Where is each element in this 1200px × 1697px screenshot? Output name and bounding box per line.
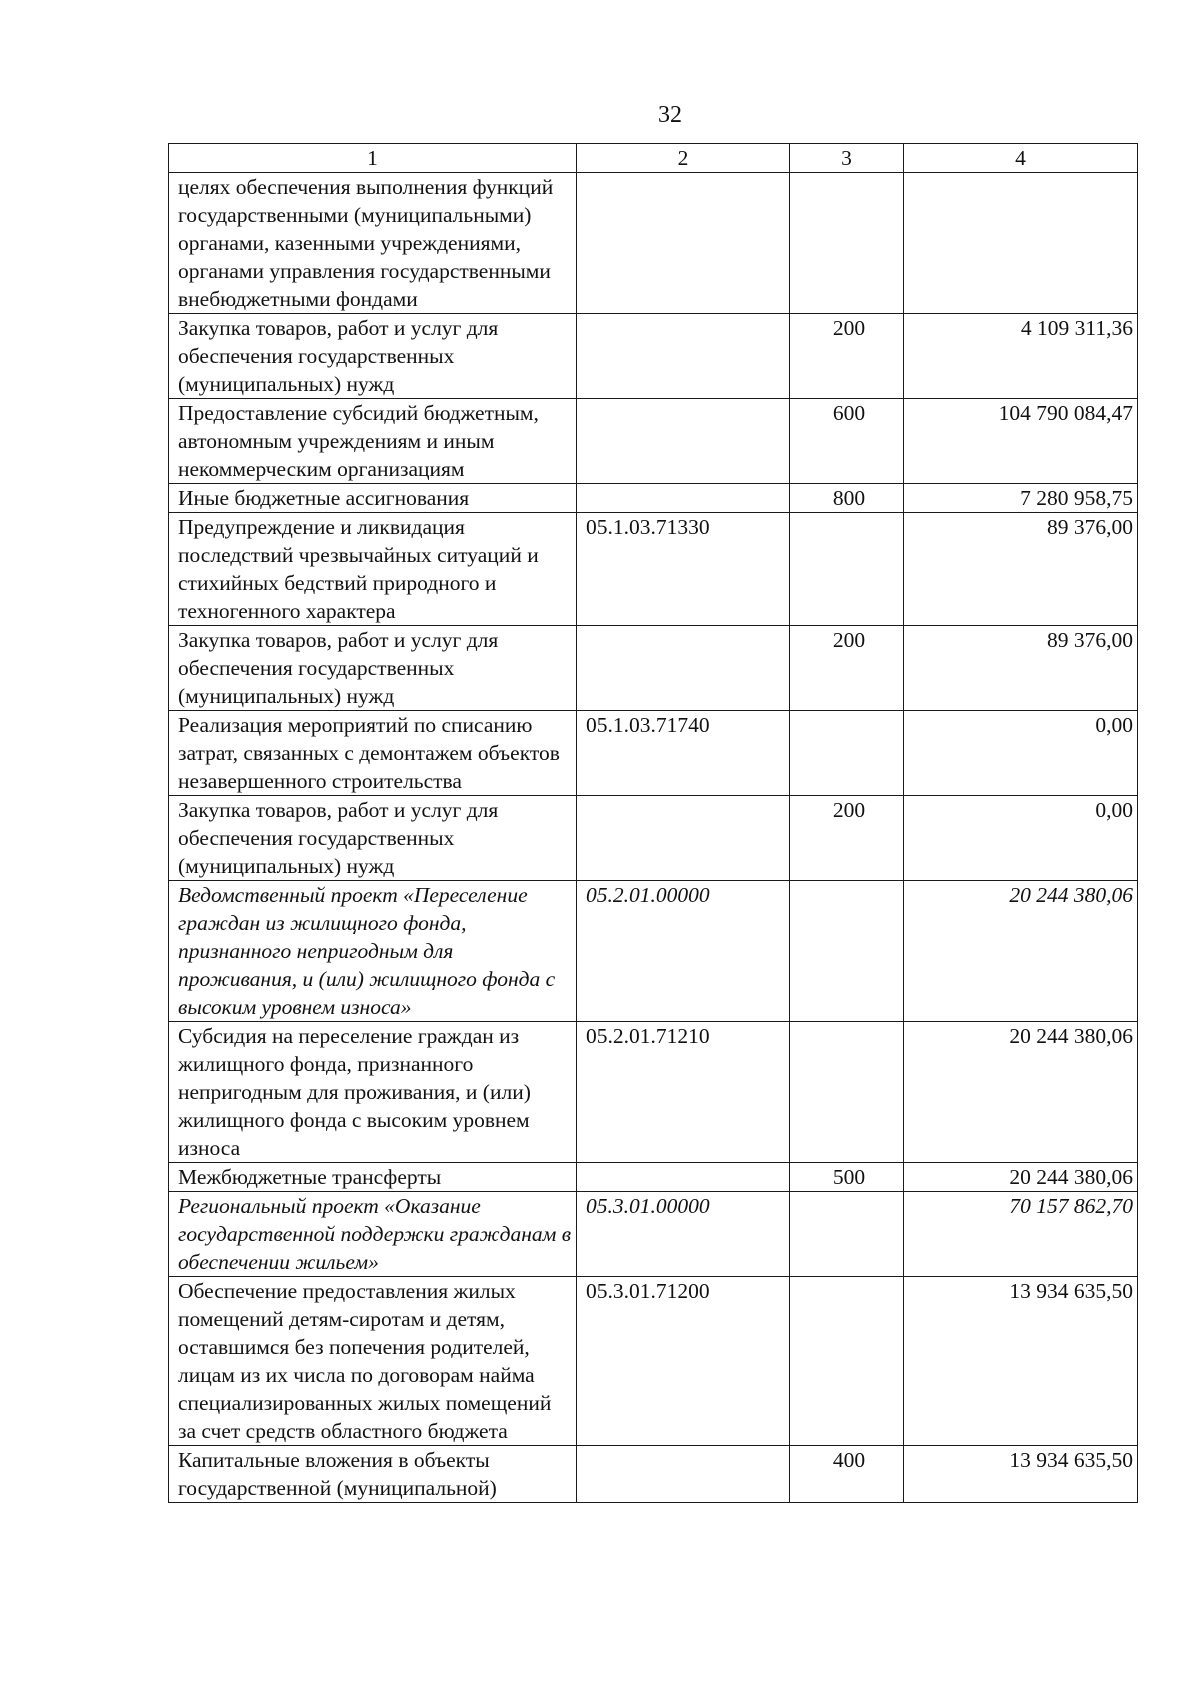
row-name-cell: Межбюджетные трансферты: [169, 1163, 577, 1192]
row-sum-cell: [904, 173, 1138, 314]
row-name-cell: Капитальные вложения в объекты государственной (муниципальной): [169, 1446, 577, 1503]
column-header-4: 4: [904, 144, 1138, 173]
table-row: [169, 399, 1138, 484]
row-type-cell: [790, 173, 904, 314]
row-sum-cell: [904, 1163, 1138, 1192]
row-name-cell: Обеспечение предоставления жилых помещений детям-сиротам и детям, оставшимся без попечения родителей, лицам из их числа по договорам найма специализированных жилых помещений за счет средств областного бюджета: [169, 1277, 577, 1446]
column-header-1: 1: [169, 144, 577, 173]
row-sum-cell: [904, 626, 1138, 711]
row-type-cell: 200: [790, 626, 904, 711]
row-code-cell: 05.1.03.71330: [577, 513, 790, 626]
row-code-cell: 05.1.03.71740: [577, 711, 790, 796]
row-sum-cell: [904, 399, 1138, 484]
row-name-cell: Закупка товаров, работ и услуг для обеспечения государственных (муниципальных) нужд: [169, 626, 577, 711]
row-type-cell: 500: [790, 1163, 904, 1192]
page-number: 32: [658, 102, 682, 128]
header-row: [169, 144, 1138, 173]
row-sum-value: 20 244 380,06: [1009, 883, 1133, 907]
row-name-cell: Региональный проект «Оказание государственной поддержки гражданам в обеспечении жильем»: [169, 1192, 577, 1277]
table-row: [169, 1192, 1138, 1277]
table-row: [169, 1163, 1138, 1192]
row-sum-value: 7 280 958,75: [1020, 486, 1133, 510]
row-sum-value: 0,00: [1095, 713, 1133, 737]
row-sum-cell: [904, 796, 1138, 881]
row-type-cell: [790, 881, 904, 1022]
row-code-cell: [577, 314, 790, 399]
row-sum-cell: [904, 1446, 1138, 1503]
row-sum-cell: [904, 1192, 1138, 1277]
row-name-cell: Закупка товаров, работ и услуг для обеспечения государственных (муниципальных) нужд: [169, 796, 577, 881]
column-header-3: 3: [790, 144, 904, 173]
row-sum-cell: [904, 314, 1138, 399]
row-sum-cell: [904, 881, 1138, 1022]
row-code-cell: 05.2.01.71210: [577, 1022, 790, 1163]
row-name-cell: Иные бюджетные ассигнования: [169, 484, 577, 513]
row-sum-value: 70 157 862,70: [1009, 1194, 1133, 1218]
row-type-cell: [790, 1022, 904, 1163]
row-code-cell: [577, 399, 790, 484]
row-code-cell: [577, 626, 790, 711]
row-sum-value: 20 244 380,06: [1009, 1165, 1133, 1189]
row-code-cell: 05.3.01.71200: [577, 1277, 790, 1446]
row-name-cell: Предупреждение и ликвидация последствий чрезвычайных ситуаций и стихийных бедствий природного и техногенного характера: [169, 513, 577, 626]
row-sum-value: 4 109 311,36: [1020, 316, 1133, 340]
row-type-cell: [790, 513, 904, 626]
row-sum-value: 13 934 635,50: [1009, 1279, 1133, 1303]
row-sum-value: 20 244 380,06: [1009, 1024, 1133, 1048]
row-code-cell: 05.2.01.00000: [577, 881, 790, 1022]
table-row: [169, 1446, 1138, 1503]
row-sum-value: 13 934 635,50: [1009, 1448, 1133, 1472]
row-name-cell: Закупка товаров, работ и услуг для обеспечения государственных (муниципальных) нужд: [169, 314, 577, 399]
row-code-cell: [577, 796, 790, 881]
table-row: [169, 1277, 1138, 1446]
table-row: [169, 1022, 1138, 1163]
row-name-cell: Субсидия на переселение граждан из жилищного фонда, признанного непригодным для проживания, и (или) жилищного фонда с высоким уровнем износа: [169, 1022, 577, 1163]
row-type-cell: [790, 711, 904, 796]
row-code-cell: [577, 484, 790, 513]
row-code-cell: [577, 173, 790, 314]
row-code-cell: 05.3.01.00000: [577, 1192, 790, 1277]
row-name-cell: Ведомственный проект «Переселение граждан из жилищного фонда, признанного непригодным для проживания, и (или) жилищного фонда с высоким уровнем износа»: [169, 881, 577, 1022]
row-name-cell: целях обеспечения выполнения функций государственными (муниципальными) органами, казенными учреждениями, органами управления государственными внебюджетными фондами: [169, 173, 577, 314]
row-sum-cell: [904, 1277, 1138, 1446]
table-row: [169, 173, 1138, 314]
row-sum-value: 0,00: [1095, 798, 1133, 822]
table-row: [169, 881, 1138, 1022]
row-sum-value: 104 790 084,47: [998, 401, 1133, 425]
row-sum-value: 89 376,00: [1047, 515, 1133, 539]
table-row: [169, 626, 1138, 711]
row-type-cell: [790, 1192, 904, 1277]
table-row: [169, 796, 1138, 881]
row-name-cell: Реализация мероприятий по списанию затрат, связанных с демонтажем объектов незавершенного строительства: [169, 711, 577, 796]
table-row: [169, 513, 1138, 626]
table-body: [169, 173, 1138, 1503]
table-row: [169, 484, 1138, 513]
row-sum-cell: [904, 513, 1138, 626]
row-sum-value: 89 376,00: [1047, 628, 1133, 652]
row-sum-cell: [904, 1022, 1138, 1163]
column-header-2: 2: [577, 144, 790, 173]
row-name-cell: Предоставление субсидий бюджетным, автономным учреждениям и иным некоммерческим организациям: [169, 399, 577, 484]
row-type-cell: 200: [790, 796, 904, 881]
row-type-cell: 200: [790, 314, 904, 399]
row-sum-cell: [904, 484, 1138, 513]
table-row: [169, 314, 1138, 399]
row-sum-cell: [904, 711, 1138, 796]
row-code-cell: [577, 1163, 790, 1192]
budget-table: [168, 143, 1138, 1503]
table-row: [169, 711, 1138, 796]
row-type-cell: 400: [790, 1446, 904, 1503]
row-type-cell: 800: [790, 484, 904, 513]
row-code-cell: [577, 1446, 790, 1503]
row-type-cell: 600: [790, 399, 904, 484]
row-type-cell: [790, 1277, 904, 1446]
